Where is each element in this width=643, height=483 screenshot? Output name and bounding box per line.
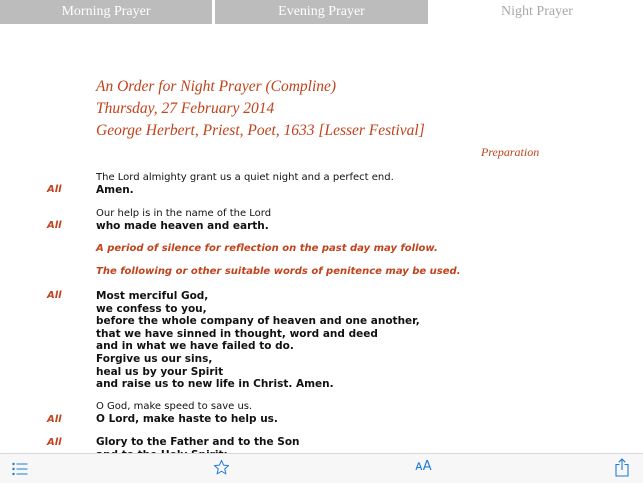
bottom-toolbar — [0, 453, 643, 483]
confession-line: Forgive us our sins, — [96, 352, 213, 365]
service-heading — [96, 76, 425, 142]
response-2: who made heaven and earth. — [96, 220, 269, 232]
all-label: All — [47, 220, 62, 231]
section-label-preparation: Preparation — [481, 145, 540, 159]
tab-night-prayer[interactable]: Night Prayer — [431, 0, 643, 24]
list-icon[interactable] — [12, 461, 28, 480]
all-label: All — [47, 290, 62, 301]
share-icon[interactable] — [615, 458, 629, 481]
service-commemoration: George Herbert, Priest, Poet, 1633 [Lesser Festival] — [96, 122, 425, 139]
service-title: An Order for Night Prayer (Compline) — [96, 78, 337, 95]
versicle-3: O God, make speed to save us. — [96, 401, 253, 412]
all-label: All — [47, 184, 62, 195]
versicle-1: The Lord almighty grant us a quiet night and a perfect end. — [96, 172, 394, 183]
versicle-2: Our help is in the name of the Lord — [96, 208, 272, 219]
star-icon[interactable] — [213, 459, 230, 480]
confession-line: and in what we have failed to do. — [96, 340, 294, 353]
gloria-line-1: Glory to the Father and to the Son — [96, 436, 300, 448]
confession-line: heal us by your Spirit — [96, 365, 224, 378]
confession-line: and raise us to new life in Christ. Amen. — [96, 378, 334, 391]
rubric-penitence: The following or other suitable words of penitence may be used. — [96, 266, 461, 277]
confession-line: we confess to you, — [96, 302, 207, 315]
response-3: O Lord, make haste to help us. — [96, 413, 278, 425]
confession-line: Most merciful God, — [96, 290, 209, 302]
tab-evening-prayer[interactable]: Evening Prayer — [215, 0, 428, 24]
all-label: All — [47, 437, 62, 448]
rubric-silence: A period of silence for reflection on the past day may follow. — [96, 243, 438, 254]
prayer-tabs — [0, 0, 643, 24]
confession — [96, 290, 420, 391]
service-date: Thursday, 27 February 2014 — [96, 100, 275, 117]
confession-line: that we have sinned in thought, word and deed — [96, 327, 378, 340]
response-1: Amen. — [96, 184, 134, 196]
all-label: All — [47, 414, 62, 425]
confession-line: before the whole company of heaven and one another, — [96, 315, 420, 328]
text-size-icon[interactable]: ᴀA — [415, 459, 432, 474]
tab-morning-prayer[interactable]: Morning Prayer — [0, 0, 212, 24]
